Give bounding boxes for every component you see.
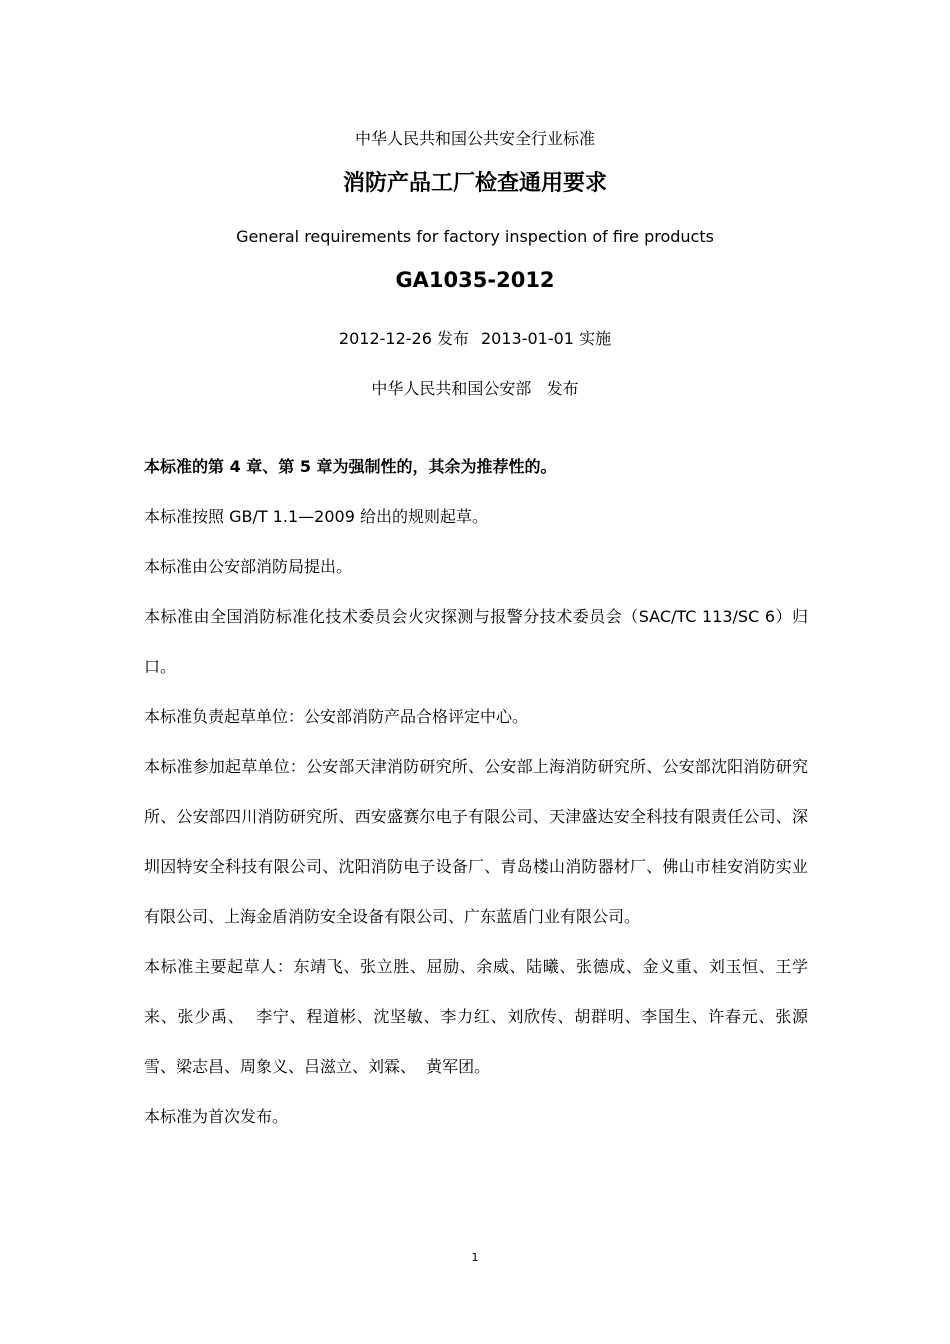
participating-drafters-paragraph: 本标准参加起草单位：公安部天津消防研究所、公安部上海消防研究所、公安部沈阳消防研究所、公安部四川消防研究所、西安盛赛尔电子有限公司、天津盛达安全科技有限责任公司、深圳因特安全科技有限公司、沈阳消防电子设备厂、青岛楼山消防器材厂、佛山市桂安消防实业有限公司、上海金盾消防安全设备有限公司、广东蓝盾门业有限公司。: [144, 757, 808, 926]
responsible-drafter-paragraph: 本标准负责起草单位：公安部消防产品合格评定中心。: [144, 707, 529, 726]
standard-number: GA1035-2012: [395, 268, 555, 292]
foreword-body: [144, 442, 808, 1142]
centralized-by-paragraph: 本标准由全国消防标准化技术委员会火灾探测与报警分技术委员会（SAC/TC 113/SC 6）归口。: [144, 607, 808, 676]
document-title: 消防产品工厂检查通用要求: [342, 171, 607, 196]
first-release-paragraph: 本标准为首次发布。: [144, 1107, 289, 1126]
effective-date: 2013-01-01 实施: [481, 329, 612, 348]
publish-date: 2012-12-26 发布: [338, 329, 469, 348]
document-title-english: General requirements for factory inspection of fire products: [236, 227, 714, 246]
standard-category: 中华人民共和国公共安全行业标准: [354, 129, 595, 148]
proposed-by-paragraph: 本标准由公安部消防局提出。: [144, 557, 353, 576]
drafting-rules-paragraph: 本标准按照 GB/T 1.1—2009 给出的规则起草。: [144, 507, 488, 526]
mandatory-note: 本标准的第 4 章、第 5 章为强制性的，其余为推荐性的。: [144, 457, 557, 476]
release-dates: [0, 326, 950, 349]
issuing-authority: 中华人民共和国公安部 发布: [371, 379, 579, 398]
page-number: 1: [471, 1251, 479, 1264]
main-drafters-paragraph: 本标准主要起草人：东靖飞、张立胜、屈励、余威、陆曦、张德成、金义重、刘玉恒、王学来、张少禹、 李宁、程道彬、沈坚敏、李力红、刘欣传、胡群明、李国生、许春元、张源雪、梁志昌、周象义、吕滋立、刘霖、 黄军团。: [144, 957, 808, 1076]
